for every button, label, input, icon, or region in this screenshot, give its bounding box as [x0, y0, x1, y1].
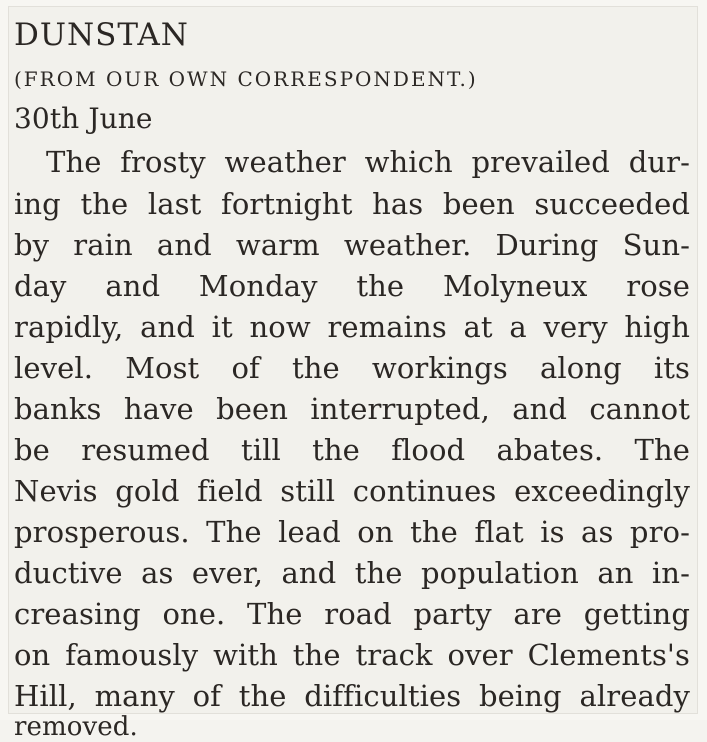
article-line: by rain and warm weather. During Sun- — [14, 228, 690, 262]
article-line: ing the last fortnight has been succeeded — [14, 187, 690, 221]
article-line: Hill, many of the difficulties being already — [14, 679, 690, 713]
article-line: be resumed till the flood abates. The — [14, 433, 690, 467]
article-line: on famously with the track over Clements's — [14, 638, 690, 672]
article-line: creasing one. The road party are getting — [14, 597, 690, 631]
article-title: DUNSTAN — [14, 17, 189, 53]
article-byline: (FROM OUR OWN CORRESPONDENT.) — [14, 67, 478, 91]
article-line: banks have been interrupted, and cannot — [14, 392, 690, 426]
article-line: rapidly, and it now remains at a very high — [14, 310, 690, 344]
article-line: Nevis gold field still continues exceedingly — [14, 474, 690, 508]
article-line: ductive as ever, and the population an in- — [14, 556, 690, 590]
article-line: day and Monday the Molyneux rose — [14, 269, 690, 303]
article-date: 30th June — [14, 102, 153, 135]
article-line: prosperous. The lead on the flat is as pro- — [14, 515, 690, 549]
article-line: level. Most of the workings along its — [14, 351, 690, 385]
newspaper-clipping — [8, 6, 698, 742]
article-line: removed. — [14, 712, 138, 742]
article-line: The frosty weather which prevailed dur- — [46, 145, 690, 179]
